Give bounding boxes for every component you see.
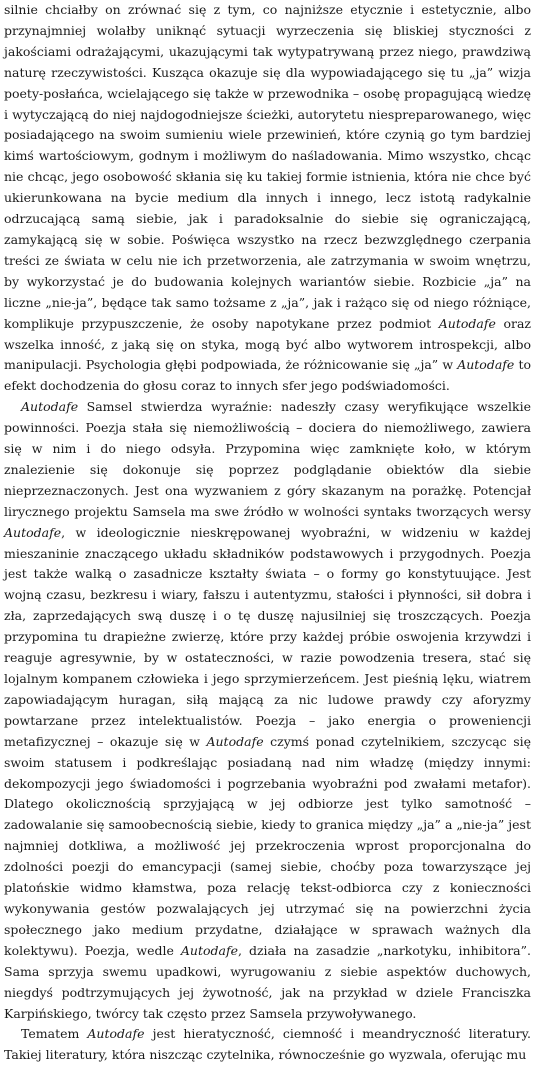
paragraph-2: [4, 397, 531, 1024]
italic-title: Autodafe: [4, 524, 62, 540]
italic-title: Autodafe: [457, 357, 515, 373]
italic-title: Autodafe: [21, 399, 79, 415]
italic-title: Autodafe: [438, 315, 496, 331]
text-run: jest hieratyczność, ciemność i meandryczność literatury. Takiej literatury, która niszcząc czytelnika, równocześnie go wyzwala, oferując mu: [4, 1026, 531, 1063]
text-run: , działa na zasadzie „narkotyku, inhibitora”. Sama sprzyja swemu upadkowi, wyrugowaniu z siebie aspektów duchowych, niegdyś podtrzymujących jej żywotność, jak na przykład w dziele Franciszka Karpińskiego, twórcy tak często przez Samsela przywoływanego.: [4, 942, 531, 1021]
italic-title: Autodafe: [87, 1026, 145, 1042]
paragraph-3: [4, 1024, 531, 1066]
text-run: silnie chciałby on zrównać się z tym, co najniższe etycznie i estetycznie, albo przynajmniej wolałby uniknąć sytuacji wyrzeczenia się bliskiej styczności z jakościami odrażającymi, ukazującymi tak wytypatrywaną przez niego, prawdziwą naturę rzeczywistości. Kusząca okazuje się dla wypowiadającego się tu „ja” wizja poety-posłańca, wcielającego się także w przewodnika – osobę propagującą wiedzę i wytyczającą do niej najdogodniejsze ścieżki, autorytetu niespreparowanego, więc posiadającego na swoim sumieniu wiele przewinień, które czynią go tym bardziej kimś wartościowym, godnym i możliwym do naśladowania. Mimo wszystko, chcąc nie chcąc, jego osobowość skłania się ku takiej formie istnienia, która nie chce być ukierunkowana na bycie medium dla innych i innego, lecz istotą radykalnie odrzucającą samą siebie, jak i paradoksalnie do siebie się ograniczającą, zamykającą się w sobie. Poświęca wszystko na rzecz bezwzględnego czerpania treści ze świata w celu nie ich przetworzenia, ale zatrzymania w swoim wnętrzu, by wykorzystać je do budowania kolejnych wariantów siebie. Rozbicie „ja” na liczne „nie-ja”, będące tak samo tożsame z „ja”, jak i rażąco się od niego różniące, komplikuje przypuszczenie, że osoby napotykane przez podmiot: [4, 2, 531, 331]
text-run: Tematem: [21, 1026, 88, 1042]
italic-title: Autodafe: [206, 733, 264, 749]
text-run: , w ideologicznie nieskrępowanej wyobraźni, w widzeniu w każdej mieszaninie znaczącego układu składników podstawowych i przygodnych. Poezja jest także walką o zasadnicze kształty świata – o formy go konstytuujące. Jest wojną czasu, bezkresu i wiary, fałszu i autentyzmu, stałości i płynności, sił dobra i zła, zaprzedających swą duszę i o tę duszę najusilniej się troszczących. Poezja przypomina tu drapieżne zwierzę, które przy każdej próbie oswojenia krzywdzi i reaguje agresywnie, by w ostateczności, w razie powodzenia tresera, stać się lojalnym kompanem człowieka i jego sprzymierzeńcem. Jest pieśnią lęku, wiatrem zapowiadającym huragan, siłą mającą za nic ludowe prawdy czy aforyzmy powtarzane przez intelektualistów. Poezja – jako energia o proweniencji metafizycznej – okazuje się w: [4, 524, 531, 749]
text-run: czymś ponad czytelnikiem, szczycąc się swoim statusem i podkreślając posiadaną nad nim władzę (między innymi: dekompozycji jego świadomości i pogrzebania wyobraźni pod zwałami metafor). Dlatego okolicznością sprzyjającą w jej odbiorze jest tylko samotność – zadowalanie się samoobecnością siebie, kiedy to granica między „ja” a „nie-ja” jest najmniej dotkliwa, a możliwość jej przekroczenia wprost proporcjonalna do zdolności poezji do emancypacji (samej siebie, choćby poza towarzyszące jej platońskie widmo kłamstwa, poza relację tekst-odbiorca czy z konieczności wykonywania gestów pozwalających jej utrzymać się na powierzchni życia społecznego jako medium przydatne, działające w sprawach ważnych dla kolektywu). Poezja, wedle: [4, 733, 531, 958]
text-run: oraz wszelka inność, z jaką się on styka, mogą być albo wytworem introspekcji, albo manipulacji. Psychologia głębi podpowiada, że różnicowanie się „ja” w: [4, 315, 532, 373]
italic-title: Autodafe: [180, 942, 239, 958]
paragraph-1: [4, 0, 531, 397]
text-column: [4, 0, 531, 1066]
text-run: to efekt dochodzenia do głosu coraz to innych sfer jego podświadomości.: [4, 357, 531, 394]
text-run: Samsel stwierdza wyraźnie: nadeszły czasy weryfikujące wszelkie powinności. Poezja stała się niemożliwością – dociera do niemożliwego, zawiera się w nim i do niego odsyła. Przypomina więc zamknięte koło, w którym znalezienie się dokonuje się poprzez podglądanie obiektów dla siebie nieprzeznaczonych. Jest ona wyzwaniem z góry skazanym na porażkę. Potencjał lirycznego projektu Samsela ma swe źródło w wolności syntaks tworzących wersy: [4, 399, 531, 519]
